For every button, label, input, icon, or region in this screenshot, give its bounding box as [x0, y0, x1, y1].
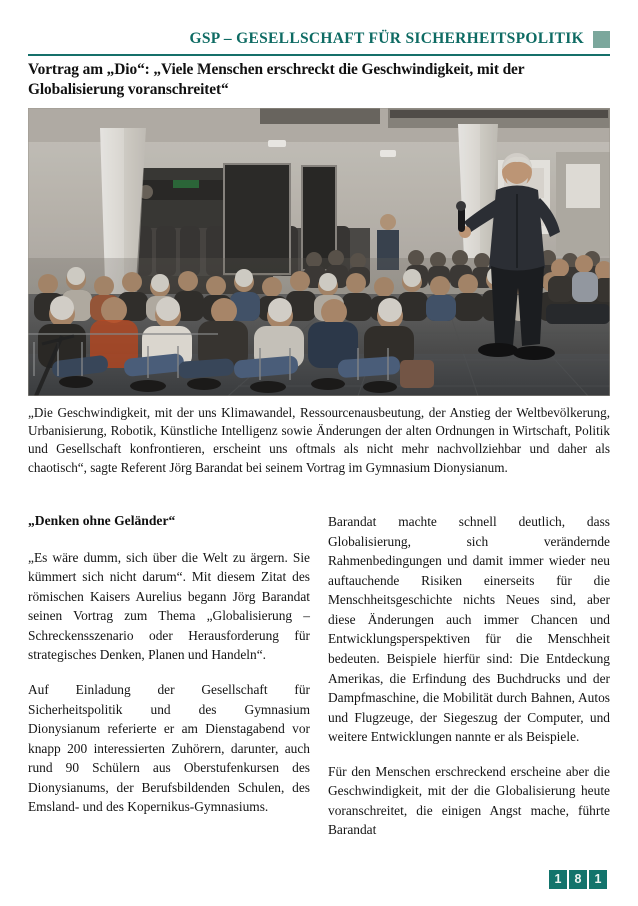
- photo-illustration: [28, 108, 610, 396]
- page-number: [549, 870, 607, 889]
- photo-caption: „Die Geschwindigkeit, mit der uns Klimawandel, Ressourcenausbeutung, der Anstieg der Weltbevölkerung, Urbanisierung, Robotik, Künstliche Intelligenz sowie Änderungen der alten Ordnungen in Wirtschaft, Politik und Gesellschaft konfrontieren, erscheint uns oftmals als nicht mehr nachvollziehbar und daher als chaotisch“, sagte Referent Jörg Barandat bei seinem Vortrag im Gymnasium Dionysianum.: [28, 405, 610, 475]
- article-headline: Vortrag am „Dio“: „Viele Menschen erschreckt die Geschwindigkeit, mit der Globalisierung voranschreitet“: [28, 61, 525, 99]
- page-number-digit-2: 8: [569, 870, 587, 889]
- article-photo: [28, 108, 610, 396]
- running-header: [28, 26, 610, 52]
- page-number-digit-1: 1: [549, 870, 567, 889]
- running-header-title: GSP – GESELLSCHAFT FÜR SICHERHEITSPOLITIK: [189, 30, 584, 47]
- body-column-right: [328, 512, 610, 840]
- header-divider-rule: [28, 54, 610, 56]
- body-column-left: [28, 512, 310, 817]
- left-column-paragraph-2: Auf Einladung der Gesellschaft für Sicherheitspolitik und des Gymnasium Dionysianum referierte er am Dienstagabend vor knapp 200 interessierten Zuhörern, darunter, auch rund 90 Schülern aus Oberstufenkursen des Dionysianums, der Berufsbildenden Schulen, des Emsland- und des Kopernikus-Gymnasiums.: [28, 682, 310, 815]
- left-column-subhead: „Denken ohne Geländer“: [28, 513, 176, 528]
- header-accent-square-icon: [593, 31, 610, 48]
- left-column-paragraph-1: „Es wäre dumm, sich über die Welt zu ärgern. Sie kümmert sich nicht darum“. Mit diesem Zitat des römischen Kaisers Aurelius begann Jörg Barandat seinen Vortrag zum Thema „Globalisierung – Schreckensszenario oder Herausforderung für strategisches Denken, Planen und Handeln“.: [28, 549, 310, 663]
- right-column-paragraph-1: Barandat machte schnell deutlich, dass Globalisierung, sich verändernde Rahmenbedingungen und damit immer wieder neu auftauchende Risiken einerseits für die Menschheitsgeschichte nichts Neues sind, aber diese Änderungen auch immer Chancen und Entwicklungsperspektiven für die Menschheit bedeuten. Beispiele hierfür sind: Die Entdeckung Amerikas, die Erfindung des Buchdrucks und der Dampfmaschine, die Mobilität durch Bahnen, Autos und Flugzeuge, der Siegeszug der Computer, und weitere Entwicklungen nannte er als Beispiele.: [328, 514, 610, 745]
- page-number-digit-3: 1: [589, 870, 607, 889]
- right-column-paragraph-2: Für den Menschen erschreckend erscheine aber die Geschwindigkeit, mit der die Globalisierung heute voranschreitet, die einigen Angst mache, führte Barandat: [328, 763, 610, 838]
